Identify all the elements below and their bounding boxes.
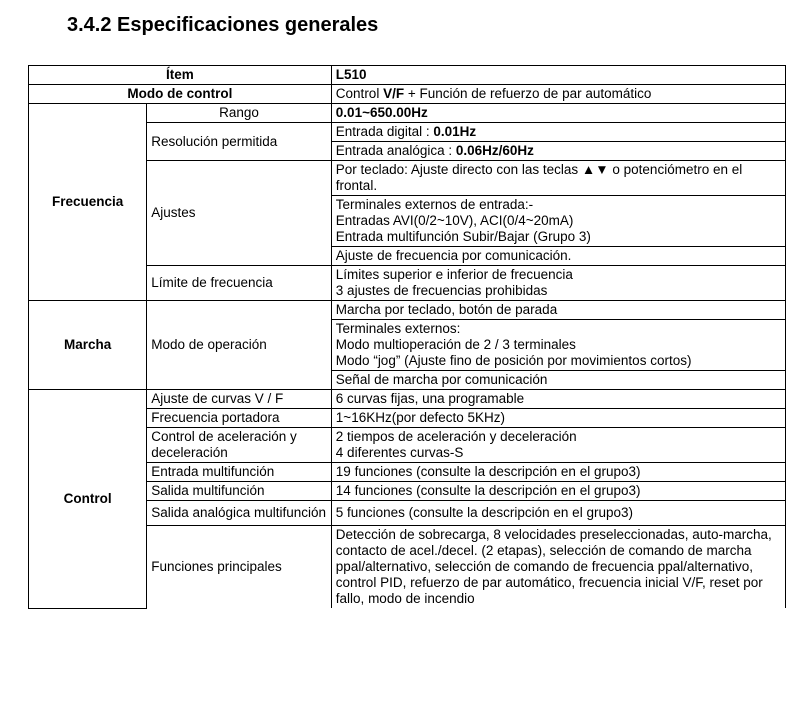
resolucion-label: Resolución permitida (147, 123, 332, 161)
control-label: Entrada multifunción (147, 463, 332, 482)
control-mode-label: Modo de control (29, 85, 332, 104)
resolucion-digital: Entrada digital : 0.01Hz (331, 123, 785, 142)
page-title: 3.4.2 Especificaciones generales (67, 14, 379, 36)
control-label: Salida multifunción (147, 482, 332, 501)
table-row (29, 390, 786, 409)
rango-value: 0.01~650.00Hz (331, 104, 785, 123)
table-header-row (29, 66, 786, 85)
op-terminales: Terminales externos: Modo multioperación de 2 / 3 terminales Modo “jog” (Ajuste fino de posición por movimientos cortos) (331, 320, 785, 371)
resolucion-analog: Entrada analógica : 0.06Hz/60Hz (331, 142, 785, 161)
limite-label: Límite de frecuencia (147, 266, 332, 301)
ajustes-terminales: Terminales externos de entrada:- Entradas AVI(0/2~10V), ACI(0/4~20mA) Entrada multifunción Subir/Bajar (Grupo 3) (331, 196, 785, 247)
control-label: Control de aceleración y deceleración (147, 428, 332, 463)
ajustes-teclado: Por teclado: Ajuste directo con las teclas ▲▼ o potenciómetro en el frontal. (331, 161, 785, 196)
group-frecuencia: Frecuencia (29, 104, 147, 301)
control-value: Detección de sobrecarga, 8 velocidades preseleccionadas, auto-marcha, contacto de acel./decel. (2 etapas), selección de comando de marcha ppal/alternativo, selección de comando de frecuencia ppal/alternativo, control PID, refuerzo de par automático, frecuencia inicial V/F, reset por fallo, modo de incendio (331, 526, 785, 609)
op-teclado: Marcha por teclado, botón de parada (331, 301, 785, 320)
limite-value: Límites superior e inferior de frecuencia 3 ajustes de frecuencias prohibidas (331, 266, 785, 301)
group-control: Control (29, 390, 147, 609)
control-label: Funciones principales (147, 526, 332, 609)
control-value: 14 funciones (consulte la descripción en el grupo3) (331, 482, 785, 501)
group-marcha: Marcha (29, 301, 147, 390)
ajustes-comunicacion: Ajuste de frecuencia por comunicación. (331, 247, 785, 266)
control-mode-value: Control V/F + Función de refuerzo de par automático (331, 85, 785, 104)
op-comunicacion: Señal de marcha por comunicación (331, 371, 785, 390)
control-label: Ajuste de curvas V / F (147, 390, 332, 409)
header-item: Ítem (29, 66, 332, 85)
ajustes-label: Ajustes (147, 161, 332, 266)
modo-operacion-label: Modo de operación (147, 301, 332, 390)
control-value: 5 funciones (consulte la descripción en el grupo3) (331, 501, 785, 526)
control-label: Salida analógica multifunción (147, 501, 332, 526)
control-label: Frecuencia portadora (147, 409, 332, 428)
control-value: 2 tiempos de aceleración y deceleración 4 diferentes curvas-S (331, 428, 785, 463)
table-row (29, 104, 786, 123)
rango-label: Rango (147, 104, 332, 123)
control-value: 1~16KHz(por defecto 5KHz) (331, 409, 785, 428)
header-model: L510 (331, 66, 785, 85)
table-row (29, 301, 786, 320)
control-value: 6 curvas fijas, una programable (331, 390, 785, 409)
table-row (29, 85, 786, 104)
specifications-table (28, 65, 786, 609)
control-value: 19 funciones (consulte la descripción en el grupo3) (331, 463, 785, 482)
